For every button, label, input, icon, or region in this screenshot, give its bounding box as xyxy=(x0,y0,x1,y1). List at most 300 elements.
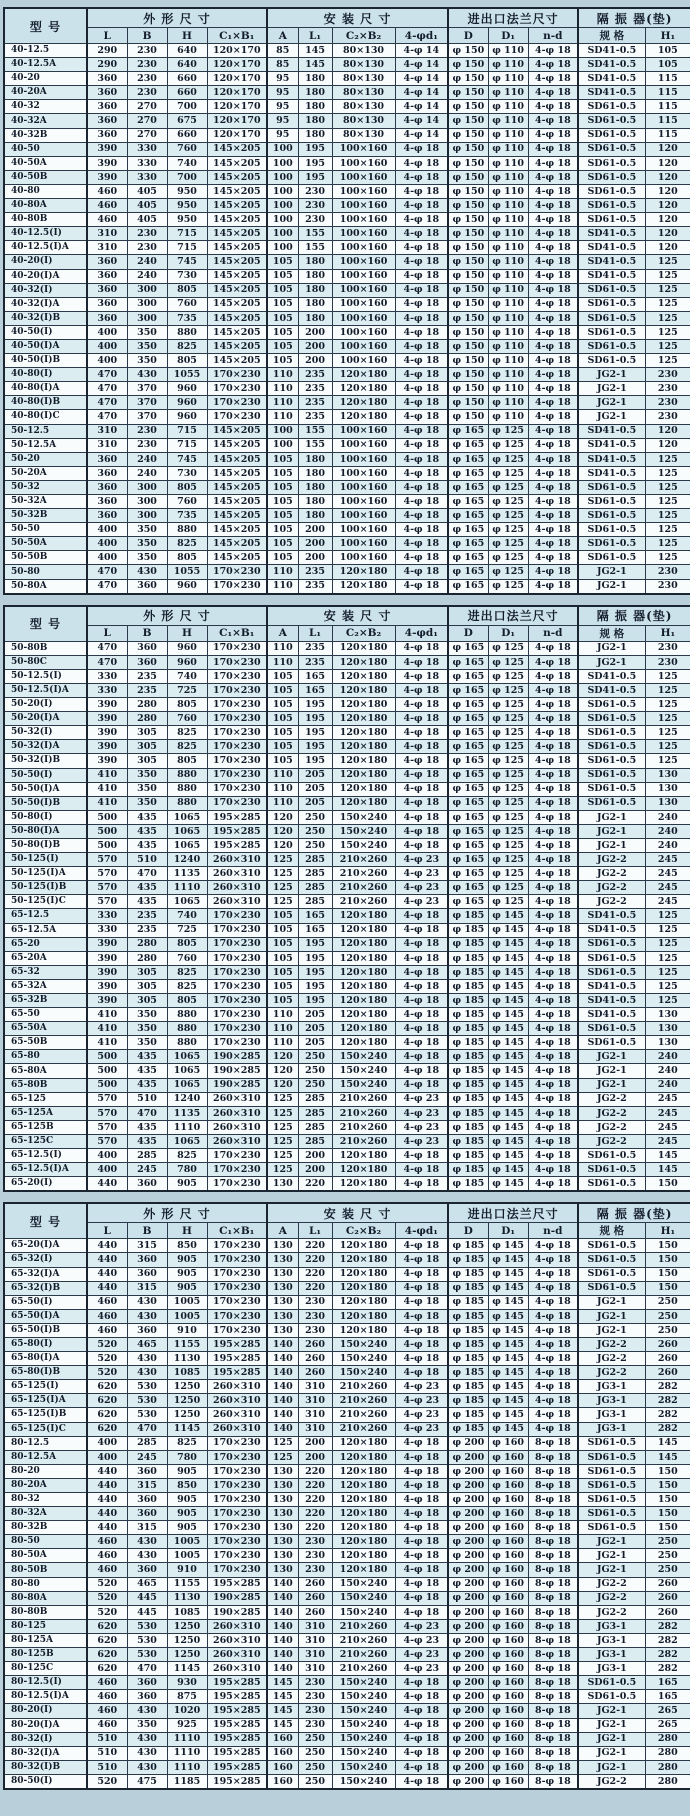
cell-A: 140 xyxy=(267,1380,298,1394)
cell-n-d: 4-φ 18 xyxy=(528,283,578,297)
cell-spec: SD61-0.5 xyxy=(578,1036,645,1050)
cell-L1: 165 xyxy=(298,669,332,683)
cell-A: 85 xyxy=(267,44,298,58)
cell-H: 1110 xyxy=(167,1760,207,1774)
cell-D1: φ 160 xyxy=(488,1774,528,1789)
cell-4-phi-d1: 4-φ 14 xyxy=(395,44,448,58)
table-row xyxy=(4,1493,690,1507)
cell-n-d: 8-φ 18 xyxy=(528,1605,578,1619)
cell-H: 825 xyxy=(167,339,207,353)
cell-H1: 280 xyxy=(645,1732,690,1746)
cell-A: 160 xyxy=(267,1774,298,1789)
cell-H1: 125 xyxy=(645,965,690,979)
cell-L: 410 xyxy=(87,1036,127,1050)
cell-B: 240 xyxy=(127,269,167,283)
column-header-A: A xyxy=(267,625,298,641)
cell-n-d: 4-φ 18 xyxy=(528,768,578,782)
cell-D1: φ 145 xyxy=(488,1106,528,1120)
cell-H1: 250 xyxy=(645,1549,690,1563)
cell-model: 40-12.5A xyxy=(4,58,87,72)
cell-D: φ 165 xyxy=(448,726,488,740)
cell-model: 40-32A xyxy=(4,114,87,128)
cell-C2xB2: 150×240 xyxy=(332,1704,395,1718)
cell-n-d: 4-φ 18 xyxy=(528,382,578,396)
cell-B: 360 xyxy=(127,1464,167,1478)
cell-D: φ 200 xyxy=(448,1690,488,1704)
table-row xyxy=(4,565,690,579)
cell-n-d: 8-φ 18 xyxy=(528,1464,578,1478)
table-row xyxy=(4,683,690,697)
cell-H: 905 xyxy=(167,1507,207,1521)
table-row xyxy=(4,354,690,368)
cell-spec: JG2-2 xyxy=(578,1605,645,1619)
cell-H1: 165 xyxy=(645,1690,690,1704)
cell-n-d: 4-φ 18 xyxy=(528,44,578,58)
cell-D1: φ 160 xyxy=(488,1633,528,1647)
cell-model: 80-12.5 xyxy=(4,1436,87,1450)
cell-L1: 195 xyxy=(298,170,332,184)
cell-B: 530 xyxy=(127,1408,167,1422)
cell-A: 110 xyxy=(267,796,298,810)
column-header-H: H xyxy=(167,1223,207,1239)
cell-C2xB2: 80×130 xyxy=(332,44,395,58)
cell-C2xB2: 100×160 xyxy=(332,523,395,537)
cell-B: 350 xyxy=(127,768,167,782)
cell-C2xB2: 100×160 xyxy=(332,213,395,227)
cell-C1xB1: 145×205 xyxy=(207,255,267,269)
cell-C2xB2: 100×160 xyxy=(332,480,395,494)
cell-spec: JG3-1 xyxy=(578,1422,645,1436)
cell-spec: JG2-2 xyxy=(578,1366,645,1380)
cell-D: φ 165 xyxy=(448,466,488,480)
cell-D1: φ 110 xyxy=(488,297,528,311)
cell-L: 460 xyxy=(87,213,127,227)
cell-D1: φ 125 xyxy=(488,698,528,712)
cell-B: 280 xyxy=(127,951,167,965)
cell-H1: 230 xyxy=(645,579,690,594)
cell-model: 50-50A xyxy=(4,537,87,551)
cell-D1: φ 110 xyxy=(488,269,528,283)
cell-C1xB1: 260×310 xyxy=(207,1662,267,1676)
cell-4-phi-d1: 4-φ 18 xyxy=(395,768,448,782)
cell-D: φ 165 xyxy=(448,853,488,867)
cell-L: 520 xyxy=(87,1605,127,1619)
cell-B: 305 xyxy=(127,994,167,1008)
cell-C1xB1: 190×285 xyxy=(207,1064,267,1078)
cell-H: 825 xyxy=(167,740,207,754)
cell-n-d: 4-φ 18 xyxy=(528,1295,578,1309)
cell-4-phi-d1: 4-φ 18 xyxy=(395,1450,448,1464)
cell-spec: SD41-0.5 xyxy=(578,994,645,1008)
cell-4-phi-d1: 4-φ 18 xyxy=(395,480,448,494)
table-row xyxy=(4,1436,690,1450)
cell-L: 390 xyxy=(87,979,127,993)
cell-n-d: 4-φ 18 xyxy=(528,1149,578,1163)
cell-n-d: 4-φ 18 xyxy=(528,1267,578,1281)
cell-C2xB2: 120×180 xyxy=(332,1436,395,1450)
cell-D: φ 200 xyxy=(448,1746,488,1760)
cell-A: 160 xyxy=(267,1760,298,1774)
cell-H: 1145 xyxy=(167,1422,207,1436)
cell-spec: JG3-1 xyxy=(578,1394,645,1408)
cell-A: 125 xyxy=(267,1149,298,1163)
cell-D1: φ 160 xyxy=(488,1760,528,1774)
cell-L1: 155 xyxy=(298,227,332,241)
cell-D: φ 165 xyxy=(448,768,488,782)
cell-A: 105 xyxy=(267,683,298,697)
cell-D: φ 150 xyxy=(448,311,488,325)
cell-D: φ 185 xyxy=(448,1163,488,1177)
cell-spec: SD61-0.5 xyxy=(578,325,645,339)
cell-L1: 250 xyxy=(298,824,332,838)
cell-B: 360 xyxy=(127,1253,167,1267)
cell-B: 305 xyxy=(127,726,167,740)
cell-spec: SD41-0.5 xyxy=(578,1008,645,1022)
cell-D: φ 200 xyxy=(448,1704,488,1718)
cell-B: 530 xyxy=(127,1394,167,1408)
cell-H: 930 xyxy=(167,1676,207,1690)
cell-4-phi-d1: 4-φ 18 xyxy=(395,1563,448,1577)
cell-C2xB2: 210×260 xyxy=(332,1134,395,1148)
cell-L: 390 xyxy=(87,754,127,768)
cell-D1: φ 145 xyxy=(488,1239,528,1253)
cell-model: 80-50 xyxy=(4,1535,87,1549)
cell-C2xB2: 100×160 xyxy=(332,495,395,509)
cell-spec: JG2-1 xyxy=(578,824,645,838)
cell-spec: SD41-0.5 xyxy=(578,58,645,72)
cell-spec: SD61-0.5 xyxy=(578,1676,645,1690)
cell-spec: SD41-0.5 xyxy=(578,909,645,923)
cell-C2xB2: 120×180 xyxy=(332,923,395,937)
cell-H: 905 xyxy=(167,1521,207,1535)
table-row xyxy=(4,339,690,353)
cell-model: 40-32(I) xyxy=(4,283,87,297)
cell-D1: φ 160 xyxy=(488,1436,528,1450)
cell-H1: 115 xyxy=(645,86,690,100)
cell-L1: 310 xyxy=(298,1422,332,1436)
cell-D1: φ 145 xyxy=(488,1022,528,1036)
cell-H: 880 xyxy=(167,782,207,796)
cell-4-phi-d1: 4-φ 18 xyxy=(395,1464,448,1478)
table-row xyxy=(4,1163,690,1177)
cell-spec: SD61-0.5 xyxy=(578,1177,645,1192)
cell-L1: 180 xyxy=(298,114,332,128)
cell-L: 460 xyxy=(87,184,127,198)
cell-D1: φ 110 xyxy=(488,100,528,114)
cell-4-phi-d1: 4-φ 18 xyxy=(395,1078,448,1092)
table-row xyxy=(4,1690,690,1704)
cell-H1: 245 xyxy=(645,1120,690,1134)
cell-D: φ 185 xyxy=(448,994,488,1008)
table-row xyxy=(4,1408,690,1422)
cell-C1xB1: 170×230 xyxy=(207,951,267,965)
cell-B: 430 xyxy=(127,1549,167,1563)
cell-4-phi-d1: 4-φ 18 xyxy=(395,655,448,669)
cell-L1: 180 xyxy=(298,72,332,86)
cell-D: φ 200 xyxy=(448,1591,488,1605)
cell-H1: 282 xyxy=(645,1408,690,1422)
cell-C1xB1: 170×230 xyxy=(207,1478,267,1492)
cell-H: 1110 xyxy=(167,1120,207,1134)
cell-A: 125 xyxy=(267,1134,298,1148)
cell-4-phi-d1: 4-φ 18 xyxy=(395,213,448,227)
column-header-L1: L₁ xyxy=(298,625,332,641)
cell-D1: φ 145 xyxy=(488,1134,528,1148)
cell-B: 360 xyxy=(127,1267,167,1281)
cell-D1: φ 160 xyxy=(488,1563,528,1577)
cell-L1: 230 xyxy=(298,1676,332,1690)
cell-D1: φ 145 xyxy=(488,1394,528,1408)
cell-L1: 180 xyxy=(298,466,332,480)
cell-L1: 230 xyxy=(298,1295,332,1309)
cell-H: 880 xyxy=(167,1022,207,1036)
cell-4-phi-d1: 4-φ 23 xyxy=(395,1394,448,1408)
cell-A: 105 xyxy=(267,537,298,551)
cell-n-d: 8-φ 18 xyxy=(528,1436,578,1450)
table-row xyxy=(4,269,690,283)
cell-spec: SD61-0.5 xyxy=(578,551,645,565)
cell-B: 445 xyxy=(127,1591,167,1605)
cell-H: 1005 xyxy=(167,1535,207,1549)
cell-4-phi-d1: 4-φ 14 xyxy=(395,114,448,128)
cell-A: 140 xyxy=(267,1352,298,1366)
cell-B: 360 xyxy=(127,1690,167,1704)
cell-A: 130 xyxy=(267,1323,298,1337)
column-group-header-2: 进出口法兰尺寸 xyxy=(448,606,578,626)
cell-C1xB1: 195×285 xyxy=(207,1718,267,1732)
cell-H: 910 xyxy=(167,1563,207,1577)
cell-model: 50-80 xyxy=(4,565,87,579)
cell-C2xB2: 150×240 xyxy=(332,810,395,824)
cell-L: 400 xyxy=(87,339,127,353)
cell-n-d: 8-φ 18 xyxy=(528,1450,578,1464)
cell-B: 230 xyxy=(127,44,167,58)
cell-model: 80-80A xyxy=(4,1591,87,1605)
cell-C1xB1: 145×205 xyxy=(207,142,267,156)
cell-C2xB2: 210×260 xyxy=(332,1106,395,1120)
cell-n-d: 4-φ 18 xyxy=(528,311,578,325)
cell-D: φ 165 xyxy=(448,551,488,565)
cell-model: 80-32(I)B xyxy=(4,1760,87,1774)
cell-A: 145 xyxy=(267,1690,298,1704)
table-row xyxy=(4,382,690,396)
cell-H1: 120 xyxy=(645,170,690,184)
cell-A: 105 xyxy=(267,965,298,979)
cell-H: 1240 xyxy=(167,853,207,867)
cell-C1xB1: 170×230 xyxy=(207,768,267,782)
cell-model: 80-32(I) xyxy=(4,1732,87,1746)
cell-spec: SD61-0.5 xyxy=(578,339,645,353)
cell-B: 430 xyxy=(127,1732,167,1746)
table-row xyxy=(4,768,690,782)
cell-C1xB1: 170×230 xyxy=(207,641,267,655)
cell-B: 465 xyxy=(127,1337,167,1351)
cell-L1: 285 xyxy=(298,881,332,895)
cell-D1: φ 125 xyxy=(488,641,528,655)
column-header-L: L xyxy=(87,625,127,641)
cell-C2xB2: 100×160 xyxy=(332,227,395,241)
cell-4-phi-d1: 4-φ 18 xyxy=(395,241,448,255)
cell-model: 50-32A xyxy=(4,495,87,509)
cell-L1: 230 xyxy=(298,1704,332,1718)
cell-D1: φ 125 xyxy=(488,669,528,683)
cell-B: 360 xyxy=(127,641,167,655)
cell-L1: 250 xyxy=(298,810,332,824)
cell-4-phi-d1: 4-φ 23 xyxy=(395,1408,448,1422)
cell-n-d: 8-φ 18 xyxy=(528,1493,578,1507)
cell-C1xB1: 260×310 xyxy=(207,1380,267,1394)
cell-H: 660 xyxy=(167,86,207,100)
cell-D1: φ 110 xyxy=(488,128,528,142)
cell-C2xB2: 100×160 xyxy=(332,255,395,269)
cell-H: 660 xyxy=(167,128,207,142)
cell-model: 50-20A xyxy=(4,466,87,480)
cell-4-phi-d1: 4-φ 18 xyxy=(395,410,448,424)
cell-H1: 282 xyxy=(645,1619,690,1633)
cell-D1: φ 125 xyxy=(488,683,528,697)
cell-spec: SD61-0.5 xyxy=(578,523,645,537)
cell-D: φ 200 xyxy=(448,1732,488,1746)
cell-D: φ 165 xyxy=(448,565,488,579)
cell-C2xB2: 150×240 xyxy=(332,1050,395,1064)
cell-D: φ 150 xyxy=(448,368,488,382)
cell-A: 130 xyxy=(267,1177,298,1192)
cell-L1: 235 xyxy=(298,410,332,424)
cell-C1xB1: 260×310 xyxy=(207,853,267,867)
cell-B: 315 xyxy=(127,1281,167,1295)
table-row xyxy=(4,1092,690,1106)
cell-L1: 260 xyxy=(298,1605,332,1619)
cell-4-phi-d1: 4-φ 18 xyxy=(395,1050,448,1064)
table-row xyxy=(4,979,690,993)
cell-B: 315 xyxy=(127,1521,167,1535)
cell-L1: 250 xyxy=(298,1050,332,1064)
cell-H1: 125 xyxy=(645,452,690,466)
cell-C1xB1: 195×285 xyxy=(207,1746,267,1760)
cell-B: 285 xyxy=(127,1436,167,1450)
cell-H: 825 xyxy=(167,965,207,979)
cell-C2xB2: 120×180 xyxy=(332,1177,395,1192)
cell-D1: φ 145 xyxy=(488,965,528,979)
cell-C1xB1: 195×285 xyxy=(207,838,267,852)
cell-n-d: 8-φ 18 xyxy=(528,1676,578,1690)
cell-H: 1155 xyxy=(167,1577,207,1591)
column-group-header-3: 隔 振 器(垫) xyxy=(578,606,690,626)
cell-model: 40-50(I)B xyxy=(4,354,87,368)
cell-D1: φ 160 xyxy=(488,1535,528,1549)
column-group-header-2: 进出口法兰尺寸 xyxy=(448,8,578,28)
cell-L: 470 xyxy=(87,396,127,410)
table-row xyxy=(4,1774,690,1789)
cell-D: φ 150 xyxy=(448,184,488,198)
cell-D: φ 185 xyxy=(448,1267,488,1281)
cell-4-phi-d1: 4-φ 18 xyxy=(395,951,448,965)
cell-A: 125 xyxy=(267,853,298,867)
cell-D: φ 150 xyxy=(448,86,488,100)
cell-spec: SD41-0.5 xyxy=(578,683,645,697)
table-row xyxy=(4,881,690,895)
column-header-H1: H₁ xyxy=(645,28,690,44)
cell-D1: φ 160 xyxy=(488,1521,528,1535)
table-row xyxy=(4,641,690,655)
cell-n-d: 4-φ 18 xyxy=(528,410,578,424)
cell-C1xB1: 260×310 xyxy=(207,1648,267,1662)
cell-L1: 180 xyxy=(298,480,332,494)
cell-4-phi-d1: 4-φ 23 xyxy=(395,1120,448,1134)
cell-B: 370 xyxy=(127,396,167,410)
table-row xyxy=(4,1450,690,1464)
cell-B: 350 xyxy=(127,523,167,537)
cell-C2xB2: 150×240 xyxy=(332,1774,395,1789)
cell-4-phi-d1: 4-φ 18 xyxy=(395,466,448,480)
cell-H: 740 xyxy=(167,156,207,170)
cell-model: 80-80B xyxy=(4,1605,87,1619)
cell-C1xB1: 260×310 xyxy=(207,867,267,881)
cell-C1xB1: 170×230 xyxy=(207,937,267,951)
cell-model: 50-50(I)A xyxy=(4,782,87,796)
column-header-spec: 规 格 xyxy=(578,625,645,641)
cell-4-phi-d1: 4-φ 18 xyxy=(395,1549,448,1563)
table-row xyxy=(4,1323,690,1337)
cell-A: 140 xyxy=(267,1605,298,1619)
cell-L: 620 xyxy=(87,1380,127,1394)
column-header-H1: H₁ xyxy=(645,625,690,641)
cell-H: 850 xyxy=(167,1478,207,1492)
cell-spec: SD61-0.5 xyxy=(578,937,645,951)
cell-H: 760 xyxy=(167,495,207,509)
cell-A: 105 xyxy=(267,354,298,368)
cell-A: 130 xyxy=(267,1253,298,1267)
cell-C2xB2: 120×180 xyxy=(332,740,395,754)
cell-H1: 120 xyxy=(645,199,690,213)
cell-L: 390 xyxy=(87,698,127,712)
cell-C1xB1: 170×230 xyxy=(207,1493,267,1507)
cell-L1: 200 xyxy=(298,1450,332,1464)
cell-n-d: 8-φ 18 xyxy=(528,1507,578,1521)
cell-D1: φ 125 xyxy=(488,655,528,669)
cell-B: 350 xyxy=(127,339,167,353)
cell-spec: JG2-2 xyxy=(578,881,645,895)
cell-4-phi-d1: 4-φ 18 xyxy=(395,537,448,551)
cell-n-d: 8-φ 18 xyxy=(528,1521,578,1535)
cell-D1: φ 125 xyxy=(488,838,528,852)
cell-n-d: 4-φ 18 xyxy=(528,156,578,170)
cell-C2xB2: 120×180 xyxy=(332,1563,395,1577)
cell-D: φ 200 xyxy=(448,1718,488,1732)
cell-A: 100 xyxy=(267,170,298,184)
cell-B: 435 xyxy=(127,1120,167,1134)
cell-D: φ 185 xyxy=(448,1352,488,1366)
table-row xyxy=(4,1008,690,1022)
cell-L: 410 xyxy=(87,1008,127,1022)
cell-A: 105 xyxy=(267,255,298,269)
cell-n-d: 4-φ 18 xyxy=(528,726,578,740)
cell-L: 620 xyxy=(87,1662,127,1676)
cell-spec: JG2-2 xyxy=(578,1591,645,1605)
cell-D1: φ 110 xyxy=(488,410,528,424)
cell-spec: SD61-0.5 xyxy=(578,1507,645,1521)
cell-A: 105 xyxy=(267,452,298,466)
cell-model: 50-80B xyxy=(4,641,87,655)
cell-L1: 230 xyxy=(298,1309,332,1323)
cell-A: 105 xyxy=(267,325,298,339)
cell-C2xB2: 150×240 xyxy=(332,1064,395,1078)
cell-H1: 125 xyxy=(645,255,690,269)
cell-D1: φ 125 xyxy=(488,480,528,494)
cell-spec: JG3-1 xyxy=(578,1408,645,1422)
cell-model: 80-20A xyxy=(4,1478,87,1492)
cell-L: 500 xyxy=(87,824,127,838)
